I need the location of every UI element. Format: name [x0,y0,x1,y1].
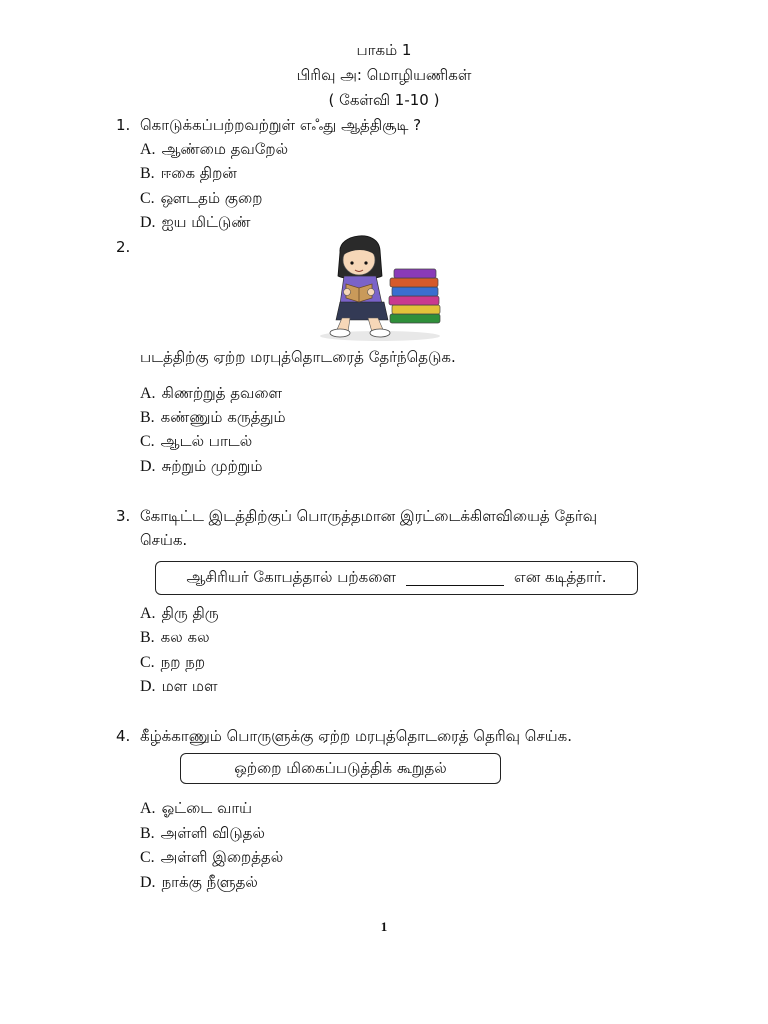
question-3-text-line-2: செய்க. [140,531,188,549]
question-4-option-b[interactable]: B. அள்ளி விடுதல் [140,824,265,842]
question-2-option-b[interactable]: B. கண்ணும் கருத்தும் [140,408,286,426]
question-1-text: கொடுக்கப்பற்றவற்றுள் எஃது ஆத்திசூடி ? [140,116,422,134]
page-number: 1 [380,919,388,934]
question-1-option-d[interactable]: D. ஐய மிட்டுண் [140,213,251,231]
question-3-sentence-box [155,561,638,595]
question-4-text: கீழ்க்காணும் பொருளுக்கு ஏற்ற மரபுத்தொடரைத் தெரிவு செய்க. [140,727,572,745]
question-1-option-c[interactable]: C. ஔடதம் குறை [140,189,263,207]
question-1-option-a[interactable]: A. ஆண்மை தவறேல் [140,140,289,158]
question-3-number: 3. [116,507,131,525]
question-2-number: 2. [116,238,131,256]
question-1-number: 1. [116,116,131,134]
question-1-option-b[interactable]: B. ஈகை திறன் [140,164,237,182]
fill-in-blank [406,571,504,586]
question-3-text-line-1: கோடிட்ட இடத்திற்குப் பொருத்தமான இரட்டைக்கிளவியைத் தேர்வு [140,507,598,525]
question-4-option-c[interactable]: C. அள்ளி இறைத்தல் [140,848,284,866]
question-range: ( கேள்வி 1-10 ) [328,91,440,109]
question-3-option-b[interactable]: B. கல கல [140,628,210,646]
sentence-after-blank: என கடித்தார். [513,568,607,586]
question-4-meaning-box: ஒற்றை மிகைப்படுத்திக் கூறுதல் [180,753,501,784]
question-2-text: படத்திற்கு ஏற்ற மரபுத்தொடரைத் தேர்ந்தெடுக. [140,348,456,366]
question-4-number: 4. [116,727,131,745]
section-heading: பிரிவு அ: மொழியணிகள் [296,66,472,84]
girl-reading-book-illustration [318,232,458,342]
girl-figure [330,236,390,337]
book-stack [389,269,440,323]
question-2-option-c[interactable]: C. ஆடல் பாடல் [140,432,253,450]
question-4-option-d[interactable]: D. நாக்கு நீளுதல் [140,873,258,891]
question-3-option-a[interactable]: A. திரு திரு [140,604,219,622]
sentence-before-blank: ஆசிரியர் கோபத்தால் பற்களை [186,568,396,586]
question-4-option-a[interactable]: A. ஓட்டை வாய் [140,799,253,817]
question-3-option-d[interactable]: D. மள மள [140,677,218,695]
question-2-option-d[interactable]: D. சுற்றும் முற்றும் [140,457,263,475]
part-heading: பாகம் 1 [356,41,412,59]
question-3-option-c[interactable]: C. நற நற [140,653,206,671]
question-2-option-a[interactable]: A. கிணற்றுத் தவளை [140,384,283,402]
